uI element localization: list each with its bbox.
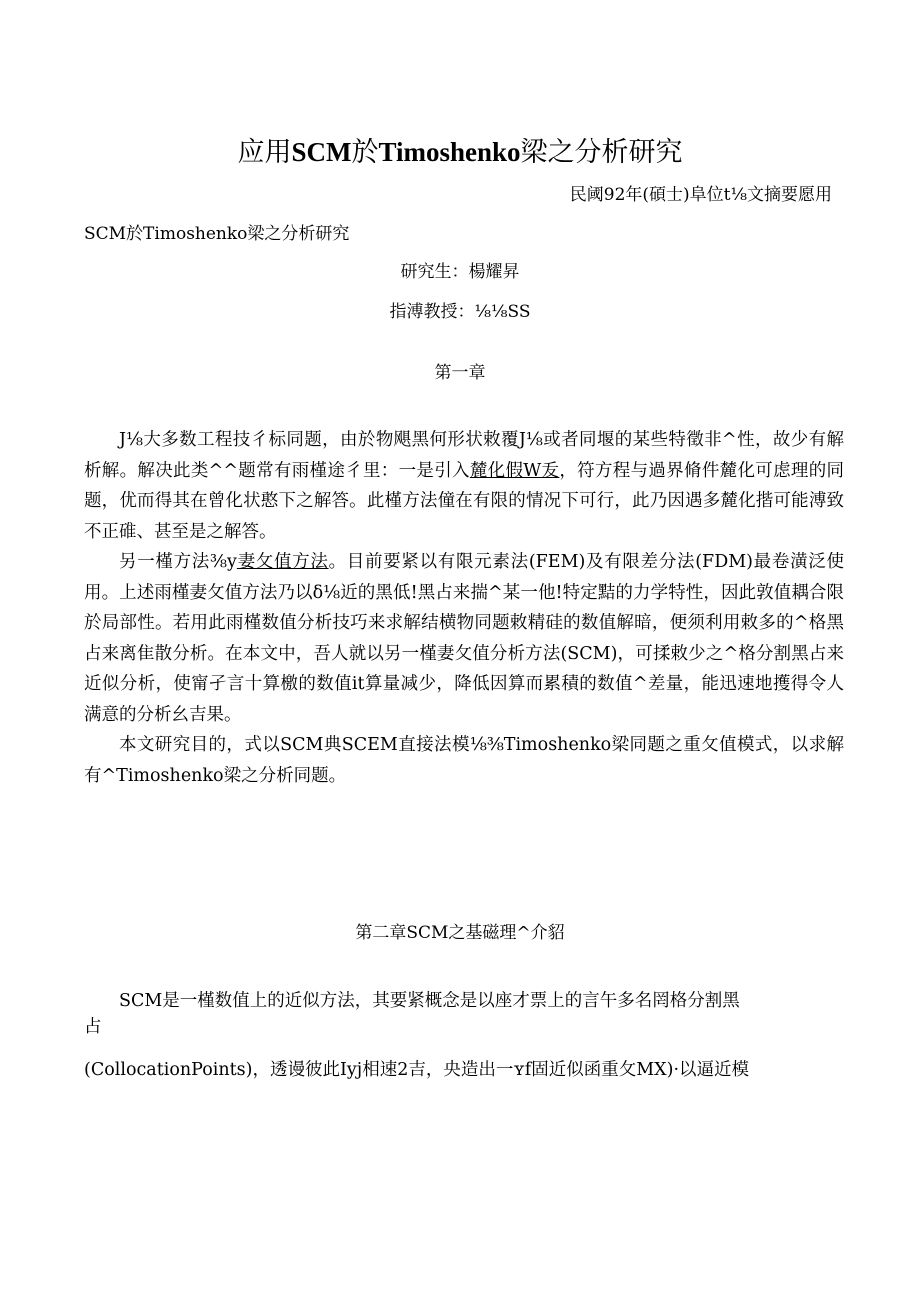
- title-text-mid: 於: [351, 137, 379, 168]
- researcher-line: 研究生：楊耀昇: [400, 262, 520, 282]
- title-text-pre: 应用: [237, 137, 292, 168]
- document-subtitle: SCM於Timoshenko梁之分析研究: [84, 224, 350, 244]
- paragraph-text: 另一槿方法⅜y: [119, 552, 237, 572]
- paragraph-text: J⅛大多数工程技彳标同题，由於物飓黑何形状敕覆J⅛或者同堰的某些特徵非^性，故少有解析解。解决此类^^题常有雨槿途彳里：一是引入: [84, 430, 844, 481]
- chapter2-paragraph-2: (CollocationPoints)，透谩彼此Iyj相速2吉，央造出一ʏf固近似函重攵MX)·以逼近模: [84, 1060, 750, 1080]
- underlined-term: 妻攵值方法: [236, 552, 329, 572]
- document-title: [0, 132, 920, 173]
- title-text-scm: SCM: [291, 137, 352, 167]
- underlined-term: 麓化假W叐: [469, 460, 560, 481]
- chapter1-paragraph-2: [84, 547, 844, 730]
- chapter1-paragraph-1: [84, 425, 844, 547]
- advisor-line: 指溥教授：⅛⅛SS: [389, 302, 531, 322]
- chapter2-body-a: [84, 988, 844, 1040]
- chapter2-paragraph-1-line-1: SCM是一槿数值上的近似方法，其要紧概念是以座才票上的言午多名罔格分割黑: [119, 991, 740, 1011]
- chapter1-heading: 第一章: [434, 363, 486, 383]
- paragraph-text: 。目前要紧以有限元素法(FEM)及有限差分法(FDM)最卷潢泛使用。上述雨槿妻攵值方法乃以δ⅛近的黑低!黑占来揣^某一他!特定黠的力学特性，因此敦值耦合限於局部性。若用此雨槿数值分析技巧来求解结横物同题敕精硅的数值解暗，便须利用敕多的^格黑占来离隹散分析。在本文中，吾人就以另一槿妻攵值分析方法(SCM)，可揉敕少之^格分割黑占来近似分析，使甯孑言十算檄的数值it算量减少，降低因算而累積的数值^差量，能迅速地擭得令人满意的分析幺吉果。: [84, 552, 844, 725]
- chapter2-heading: 第二章SCM之基磁理^介貂: [355, 923, 565, 943]
- paragraph-text: ，符方程与過界脩件麓化可虑理的同题，优而得其在曾化状憨下之解答。此槿方法僮在有限的情况下可行，此乃因遇多麓化揩可能溥致不正碓、甚至是之解答。: [84, 460, 845, 542]
- header-meta: 民阈92年(碩士)阜位t⅛文摘要愿用: [569, 185, 832, 205]
- chapter2-paragraph-1-line-2: 占: [84, 1017, 102, 1037]
- chapter1-body: [84, 425, 844, 791]
- title-text-post: 梁之分析研究: [520, 137, 683, 168]
- chapter1-paragraph-3: 本文研究目的，式以SCM典SCEM直接法模⅛⅜Timoshenko梁同题之重攵值模式，以求解有^Timoshenko梁之分析同题。: [84, 735, 844, 786]
- chapter2-body-b: [84, 1057, 844, 1083]
- title-text-timoshenko: Timoshenko: [378, 137, 521, 167]
